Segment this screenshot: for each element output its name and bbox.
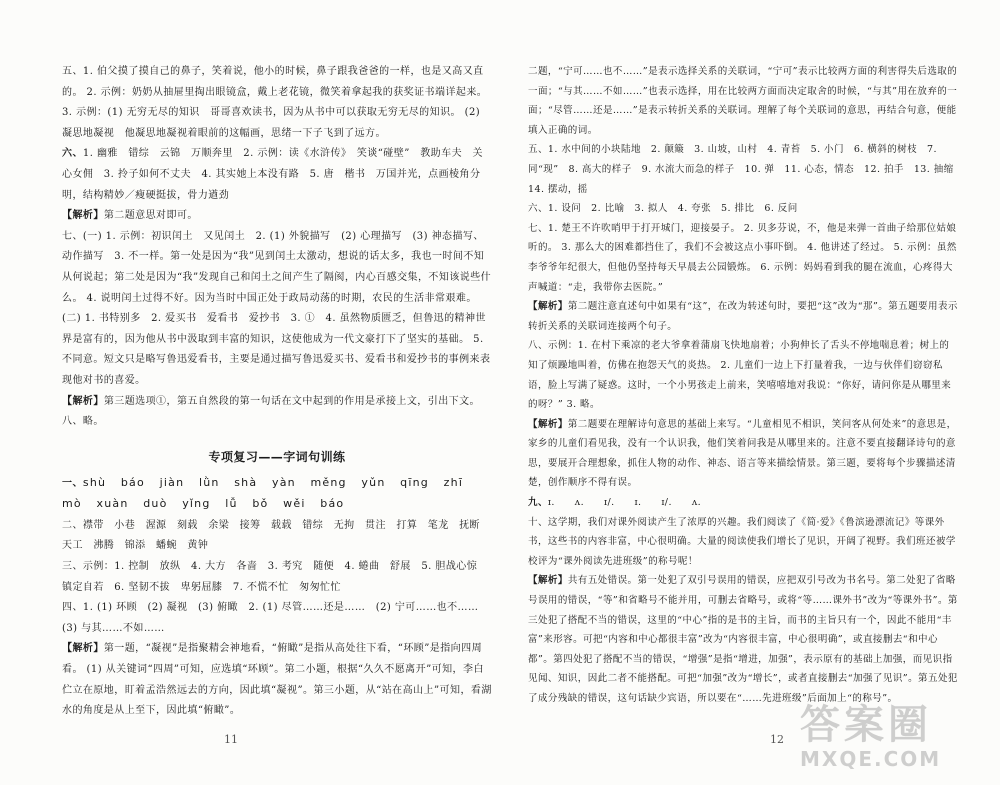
review-part-4: 四、1. (1) 环顾 (2) 凝视 (3) 俯瞰 2. (1) 尽管……还是…… (2) 宁可……也不…… (3) 与其……不如…… bbox=[62, 602, 489, 634]
page-number-left: 11 bbox=[224, 733, 238, 746]
analysis-note-2 bbox=[528, 415, 958, 493]
section-7-part-2: (二) 1. 书特别多 2. 爱买书 爱看书 爱抄书 3. ① 4. 虽然物质匮乏，但鲁迅的精神世界是富有的，因为他从书中汲取到丰富的知识，这使他成为一代文豪打下了坚实的基础。 5. 不同意。短文只是略写鲁迅爱看书，主要是通过描写鲁迅爱买书、爱看书和爱抄书的事例来表现他对书的喜爱。 bbox=[62, 313, 491, 386]
analysis-label: 【解析】 bbox=[62, 643, 104, 655]
review-section-title: 专项复习——字词句训练 bbox=[208, 449, 346, 464]
right-page bbox=[528, 62, 964, 709]
section-10-text: 十、这学期，我们对课外阅读产生了浓厚的兴趣。我们阅读了《简·爱》《鲁滨逊漂流记》等课外书，这些书的内容非富，中心很明确。大量的阅读使我们增长了见识，开阔了视野。我们班还被学校评为“课外阅读先进班级”的称号呢！ bbox=[528, 516, 956, 567]
analysis-note-3 bbox=[528, 571, 958, 708]
review-part-2: 二、襟带 小巷 渥源 刻载 余梁 接筹 载载 错综 无拘 贯注 打算 笔龙 抚断 天工 沸腾 锦添 蟠蜿 黄钟 bbox=[62, 519, 491, 552]
analysis-text: 第一题，“凝视”是指聚精会神地看，“俯瞰”是指从高处往下看，“环顾”是指向四周看。 (1) 从关键词“四周”可知，应选填“环顾”。第二小题，根据“久久不愿离开”可知，李白伫立在原地，盯着孟浩然远去的方向，因此填“凝视”。第三小题，从“站在高山上”可知，看湖水的角度是从上至下，因此填“俯瞰”。 bbox=[62, 643, 492, 717]
section-6-text: 1. 幽雅 错综 云锦 万顺奔里 2. 示例：读《水浒传》 笑谈“碰壁” 教助车夫 关心女佣 3. 拎子如何不丈夫 4. 其实她上本没有路 5. 唐 楷书 万国并光，点画棱角分明，结构精妙／瘦硬挺拔，骨力遒劲 bbox=[62, 148, 483, 201]
section-9-text: ɪ. ʌ. ɪ/. ɪ. ɪ/. ʌ. bbox=[547, 497, 702, 509]
review-part-1-label: 一、 bbox=[62, 477, 83, 489]
section-6 bbox=[62, 144, 492, 206]
continued-text: 二题，“宁可……也不……”是表示选择关系的关联词，“宁可”表示比较两方面的利害得失后选取的一面；“与其……不如……”也表示选择，用在比较两方面而决定取舍的时候，“与其”用在放弃的一面；“尽管……还是……”是表示转折关系的关联词。理解了每个关联词的意思，再结合句意，便能填入正确的词。 bbox=[528, 66, 958, 136]
section-9 bbox=[528, 493, 958, 513]
section-5-text: 五、1. 伯父摸了摸自己的鼻子，笑着说，他小的时候，鼻子跟我爸爸的一样，也是又高又直的。 2. 示例：奶奶从抽屉里掏出眼镜盒，戴上老花镜，微笑着拿起我的获奖证书端详起来。 3. 示例：(1) 无穷无尽的知识 哥哥喜欢读书，因为从书中可以获取无穷无尽的知识。 (2) 凝思地凝视 他凝思地凝视着眼前的这幅画，思绪一下子飞到了远方。 bbox=[62, 66, 488, 139]
review-part-1 bbox=[62, 473, 492, 516]
section-6-label: 六、 bbox=[62, 148, 83, 160]
analysis-note-1 bbox=[528, 297, 958, 336]
analysis-label: 【解析】 bbox=[528, 301, 568, 313]
section-7-text: 七、1. 楚王不许吹哨甲于打开城门，迎接晏子。 2. 贝多芬说，不，他是来弹一首曲子给那位姑娘听的。 3. 那么大的困难都挡住了，我们不会被这点小事吓倒。 4. 他讲述了经过。 5. 示例：虽然李爷爷年纪很大，但他仍坚持每天早晨去公园锻炼。 6. 示例：妈妈看到我的腿在流血，心疼得大声喊道：“走，我带你去医院。” bbox=[528, 222, 957, 293]
section-6-text: 六、1. 设问 2. 比喻 3. 拟人 4. 夸张 5. 排比 6. 反问 bbox=[528, 203, 798, 215]
review-part-3: 三、示例：1. 控制 放纵 4. 大方 各啬 3. 考究 随便 4. 蜷曲 舒展 5. 胆战心惊 镇定自若 6. 坚韧不拔 卑躬屈膝 7. 不慌不忙 匆匆忙忙 bbox=[62, 561, 488, 593]
analysis-note-1 bbox=[62, 206, 492, 227]
watermark-logo-text: 答案圈 bbox=[800, 702, 932, 748]
watermark-url: MXQE.COM bbox=[800, 747, 942, 771]
analysis-text: 第二题意思对即可。 bbox=[103, 210, 198, 222]
section-8-text: 八、示例：1. 在村下乘凉的老大爷拿着蒲扇飞快地扇着；小狗伸长了舌头不停地喘息着；树上的知了烦躁地叫着，仿佛在抱怨天气的炎热。 2. 儿童们一边上下打量着我，一边与伙伴们窃窃私语，脸上写满了疑惑。这时，一个小男孩走上前来，笑嘻嘻地对我说：“你好，请问你是从哪里来的呀？” 3. 略。 bbox=[528, 340, 952, 411]
watermark-logo bbox=[800, 702, 995, 782]
analysis-text: 第二题要在理解诗句意思的基础上来写。“儿童相见不相识，笑问客从何处来”的意思是，家乡的儿童们看见我，没有一个认识我，他们笑着问我是从哪里来的。注意不要直接翻译诗句的意思，要展开合理想象，抓住人物的动作、神态、语言等来描绘情景。第三题，要将每个步骤描述清楚，创作顺序不得有误。 bbox=[528, 418, 957, 489]
left-page bbox=[62, 62, 492, 722]
analysis-label: 【解析】 bbox=[528, 575, 568, 587]
analysis-label: 【解析】 bbox=[528, 418, 568, 430]
section-9-label: 九、 bbox=[528, 497, 548, 509]
analysis-text: 共有五处错误。第一处犯了双引号误用的错误，应把双引号改为书名号。第二处犯了省略号误用的错误，“等”和省略号不能并用，可删去省略号，或将“等……课外书”改为“等课外书”。第三处犯了搭配不当的错误，这里的“中心”指的是书的主旨，而书的主旨只有一个，因此不能用“丰富”来形容。可把“内容和中心都很丰富”改为“内容很丰富，中心很明确”，或直接删去“和中心都”。第四处犯了搭配不当的错误，“增强”是指“增进，加强”，表示原有的基础上加强，而见识指见闻、知识，因此二者不能搭配。可把“加强”改为“增长”，或者直接删去“加强了见识”。第五处犯了成分残缺的错误，这句话缺少宾语，所以要在“……先进班级”后面加上“的称号”。 bbox=[528, 575, 958, 704]
analysis-label: 【解析】 bbox=[62, 210, 104, 222]
section-8: 八、略。 bbox=[62, 416, 104, 428]
pinyin-answers: shù báo jiàn lǜn shà yàn měng yǔn qīng zhī mò xuàn duò yǐng lǚ bǒ wěi báo bbox=[62, 475, 464, 511]
section-5-text: 五、1. 水中间的小块陆地 2. 颠簸 3. 山坡，山村 4. 青苔 5. 小门 6. 横斜的树枝 7. 同“现” 8. 高大的样子 9. 水流大而急的样子 10. 弹 11. 心态，情态 12. 拍手 13. 抽缩 14. 摆动，摇 bbox=[528, 144, 964, 195]
analysis-label: 【解析】 bbox=[62, 395, 104, 407]
analysis-text: 第三题选项①，第五自然段的第一句话在文中起到的作用是承接上文，引出下文。 bbox=[103, 395, 481, 407]
analysis-note-3 bbox=[62, 639, 492, 721]
page-number-right: 12 bbox=[770, 733, 784, 746]
analysis-note-2 bbox=[62, 392, 492, 413]
analysis-text: 第二题注意直述句中如果有“这”，在改为转述句时，要把“这”改为“那”。第五题要用表示转折关系的关联词连接两个句子。 bbox=[528, 301, 958, 332]
section-7-part-1: 七、(一) 1. 示例：初识闰土 又见闰土 2. (1) 外貌描写 (2) 心理描写 (3) 神态描写、动作描写 3. 不一样。第一处是因为“我”见到闰土太激动，想说的话太多，我也一时间不知从何说起；第二处是因为“我”发现自己和闰土之间产生了隔阂，内心百感交集，不知该说些什么。 4. 说明闰土过得不好。因为当时中国正处于政局动荡的时期，农民的生活非常艰难。 bbox=[62, 230, 492, 304]
